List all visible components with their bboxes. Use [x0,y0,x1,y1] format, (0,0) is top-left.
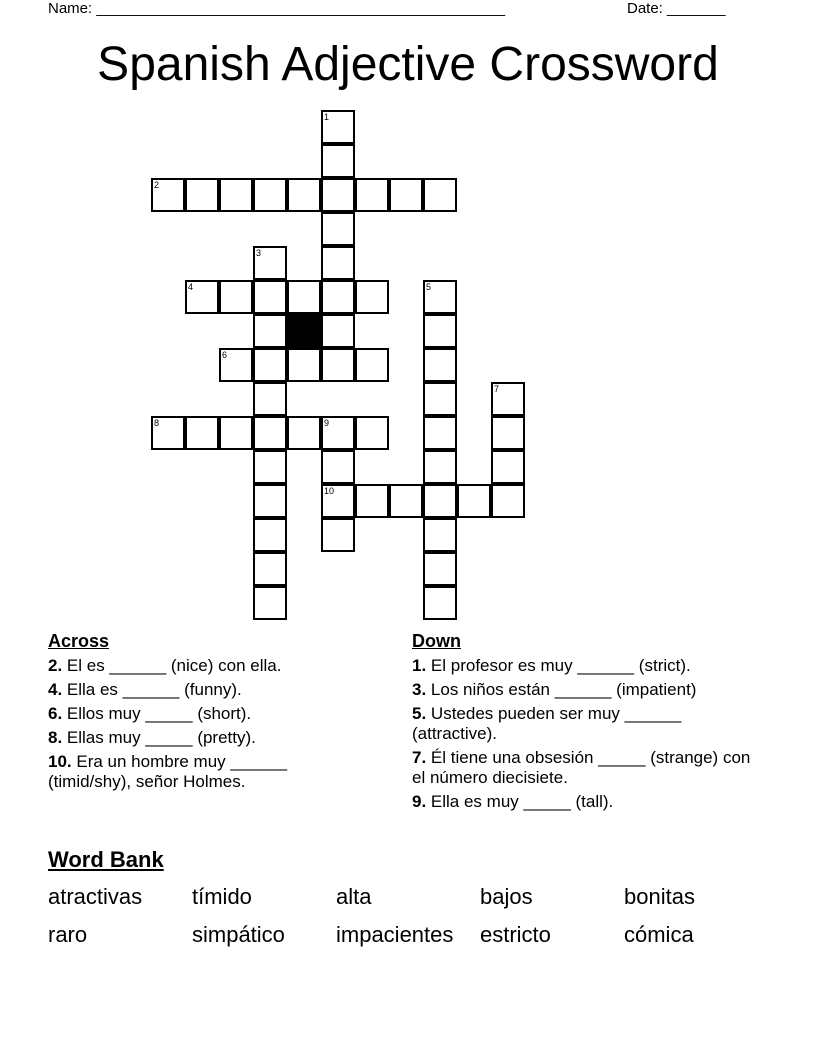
wordbank-word: alta [336,884,372,909]
crossword-cell[interactable] [423,178,457,212]
crossword-cell[interactable] [253,586,287,620]
crossword-cell[interactable] [321,416,355,450]
across-heading: Across [48,631,110,651]
wordbank-title: Word Bank [48,847,164,872]
across-clue [48,680,348,700]
crossword-cell[interactable] [253,450,287,484]
name-field: Name: _________________________________________________ [48,0,506,17]
crossword-cell[interactable] [423,552,457,586]
wordbank-word: atractivas [48,884,143,909]
clue-number: 7. [412,748,427,767]
crossword-cell[interactable] [355,416,389,450]
crossword-cell[interactable] [491,382,525,416]
crossword-cell[interactable] [321,178,355,212]
crossword-cell[interactable] [287,178,321,212]
crossword-cell[interactable] [321,484,355,518]
crossword-cell[interactable] [423,416,457,450]
across-clues [48,630,348,796]
crossword-cell[interactable] [321,144,355,178]
clue-number: 8. [48,728,63,747]
crossword-cell[interactable] [151,178,185,212]
crossword-cell[interactable] [321,212,355,246]
clue-text: El profesor es muy ______ (strict). [426,656,691,675]
crossword-cell[interactable] [287,416,321,450]
crossword-cell[interactable] [423,280,457,314]
crossword-cell[interactable] [457,484,491,518]
crossword-cell[interactable] [355,280,389,314]
crossword-cell[interactable] [253,178,287,212]
wordbank [48,882,768,958]
across-clue [48,728,348,748]
crossword-cell[interactable] [219,178,253,212]
clue-number: 4. [48,680,63,699]
cell-number: 4 [188,282,194,292]
crossword-cell[interactable] [423,314,457,348]
crossword-cell[interactable] [321,348,355,382]
crossword-cell[interactable] [321,280,355,314]
crossword-cell[interactable] [253,314,287,348]
crossword-cell[interactable] [185,280,219,314]
clue-text: Ella es ______ (funny). [62,680,242,699]
crossword-cell[interactable] [321,110,355,144]
crossword-cell[interactable] [423,484,457,518]
crossword-cell[interactable] [253,348,287,382]
crossword-cell[interactable] [185,416,219,450]
crossword-cell[interactable] [389,178,423,212]
cell-number: 7 [494,384,500,394]
page-title: Spanish Adjective Crossword [97,38,719,91]
clue-number: 1. [412,656,427,675]
across-clue [48,752,348,792]
crossword-cell[interactable] [321,314,355,348]
wordbank-word: raro [48,922,88,947]
down-clue [412,680,762,700]
clue-text: Él tiene una obsesión _____ (strange) con el número diecisiete. [412,748,751,787]
crossword-cell[interactable] [287,348,321,382]
cell-number: 6 [222,350,228,360]
clue-number: 3. [412,680,427,699]
cell-number: 9 [324,418,330,428]
crossword-cell[interactable] [253,484,287,518]
wordbank-word: simpático [192,922,285,947]
clue-text: Era un hombre muy ______ (timid/shy), señor Holmes. [48,752,288,791]
clue-text: Ellos muy _____ (short). [62,704,252,723]
date-field: Date: _______ [627,0,726,17]
crossword-black-cell [287,314,321,348]
wordbank-word: tímido [192,884,252,909]
crossword-cell[interactable] [423,382,457,416]
cell-number: 2 [154,180,160,190]
clue-text: Ella es muy _____ (tall). [426,792,614,811]
crossword-cell[interactable] [321,450,355,484]
crossword-cell[interactable] [423,518,457,552]
crossword-cell[interactable] [321,518,355,552]
crossword-cell[interactable] [185,178,219,212]
cell-number: 8 [154,418,160,428]
cell-number: 5 [426,282,432,292]
crossword-cell[interactable] [151,416,185,450]
crossword-cell[interactable] [491,416,525,450]
crossword-cell[interactable] [389,484,423,518]
clue-number: 5. [412,704,427,723]
wordbank-word: bonitas [624,884,695,909]
crossword-cell[interactable] [253,518,287,552]
crossword-cell[interactable] [219,280,253,314]
cell-number: 1 [324,112,330,122]
crossword-cell[interactable] [321,246,355,280]
clue-text: Ustedes pueden ser muy ______ (attractive). [412,704,682,743]
wordbank-word: impacientes [336,922,454,947]
down-clue [412,792,762,812]
crossword-cell[interactable] [423,450,457,484]
clue-number: 9. [412,792,427,811]
crossword-cell[interactable] [287,280,321,314]
crossword-cell[interactable] [491,450,525,484]
wordbank-word: estricto [480,922,551,947]
clue-number: 6. [48,704,63,723]
clue-number: 10. [48,752,72,771]
across-clue [48,656,348,676]
crossword-cell[interactable] [253,382,287,416]
crossword-cell[interactable] [355,348,389,382]
crossword-cell[interactable] [219,416,253,450]
clue-text: Ellas muy _____ (pretty). [62,728,256,747]
wordbank-word: cómica [624,922,694,947]
down-clues [412,630,762,816]
down-heading: Down [412,631,461,651]
down-clue [412,704,762,744]
crossword-cell[interactable] [355,484,389,518]
down-clue [412,656,762,676]
cell-number: 10 [324,486,335,496]
crossword-cell[interactable] [355,178,389,212]
cell-number: 3 [256,248,262,258]
crossword-cell[interactable] [491,484,525,518]
across-clue [48,704,348,724]
crossword-cell[interactable] [253,246,287,280]
crossword-cell[interactable] [253,552,287,586]
crossword-cell[interactable] [423,586,457,620]
down-clue [412,748,762,788]
clue-text: El es ______ (nice) con ella. [62,656,282,675]
crossword-cell[interactable] [253,280,287,314]
crossword-cell[interactable] [219,348,253,382]
clue-number: 2. [48,656,63,675]
wordbank-word: bajos [480,884,533,909]
crossword-cell[interactable] [253,416,287,450]
crossword-cell[interactable] [423,348,457,382]
clue-text: Los niños están ______ (impatient) [426,680,697,699]
